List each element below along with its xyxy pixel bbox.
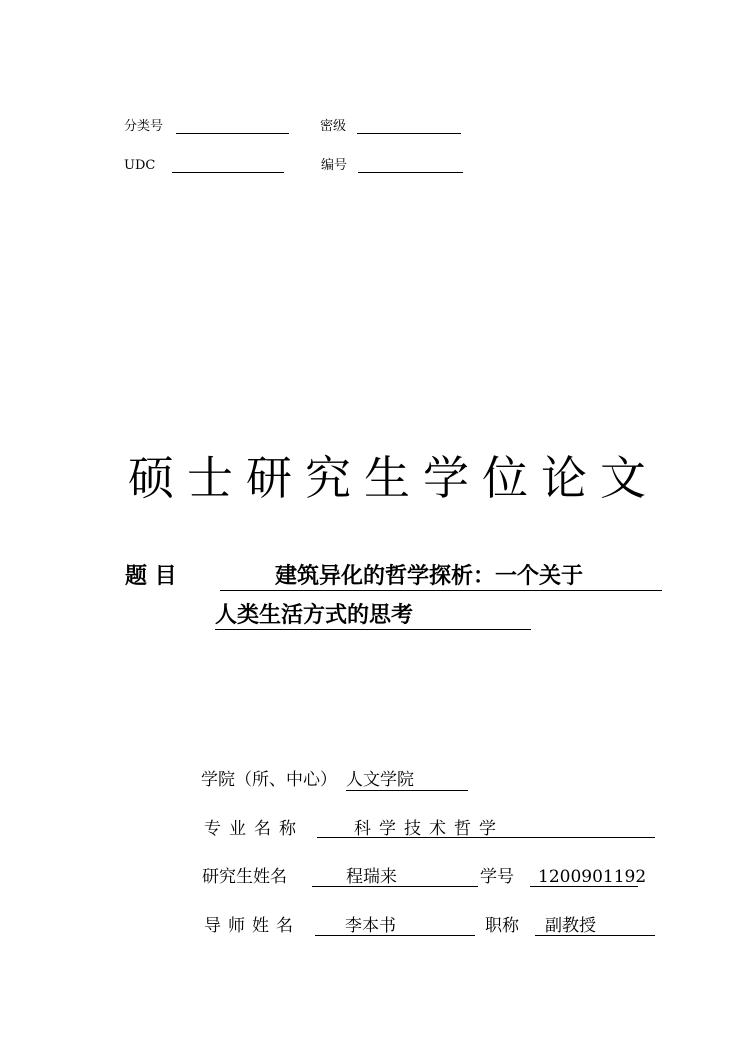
major-label: 专业名称 bbox=[204, 819, 304, 839]
number-underline bbox=[358, 172, 463, 173]
advisor-title-underline bbox=[535, 935, 655, 936]
student-name-underline bbox=[312, 886, 478, 887]
advisor-title-value: 副教授 bbox=[545, 916, 596, 936]
college-underline bbox=[346, 790, 468, 791]
student-name-value: 程瑞来 bbox=[346, 867, 397, 887]
student-name-label: 研究生姓名 bbox=[202, 867, 287, 887]
student-id-underline bbox=[530, 886, 638, 887]
classification-underline bbox=[176, 133, 289, 134]
advisor-title-label: 职称 bbox=[485, 916, 519, 936]
student-id-value: 1200901192 bbox=[538, 867, 647, 887]
thesis-title-line-2: 人类生活方式的思考 bbox=[215, 603, 414, 628]
major-value: 科学技术哲学 bbox=[354, 819, 504, 839]
udc-underline bbox=[172, 172, 284, 173]
college-value: 人文学院 bbox=[346, 770, 414, 790]
secrecy-label: 密级 bbox=[320, 119, 347, 134]
college-label: 学院（所、中心） bbox=[201, 770, 337, 790]
degree-title: 硕士研究生学位论文 bbox=[128, 451, 659, 505]
thesis-title-underline-2 bbox=[215, 629, 531, 630]
major-underline bbox=[317, 837, 655, 838]
advisor-name-value: 李本书 bbox=[345, 916, 396, 936]
classification-label: 分类号 bbox=[124, 119, 164, 134]
number-label: 编号 bbox=[321, 158, 348, 173]
udc-label: UDC bbox=[124, 158, 156, 173]
student-id-label: 学号 bbox=[480, 867, 514, 887]
advisor-name-underline bbox=[315, 935, 475, 936]
thesis-title-label: 题 目 bbox=[125, 564, 177, 589]
advisor-name-label: 导师姓名 bbox=[204, 916, 300, 936]
secrecy-underline bbox=[357, 133, 461, 134]
thesis-title-line-1: 建筑异化的哲学探析：一个关于 bbox=[275, 564, 584, 589]
